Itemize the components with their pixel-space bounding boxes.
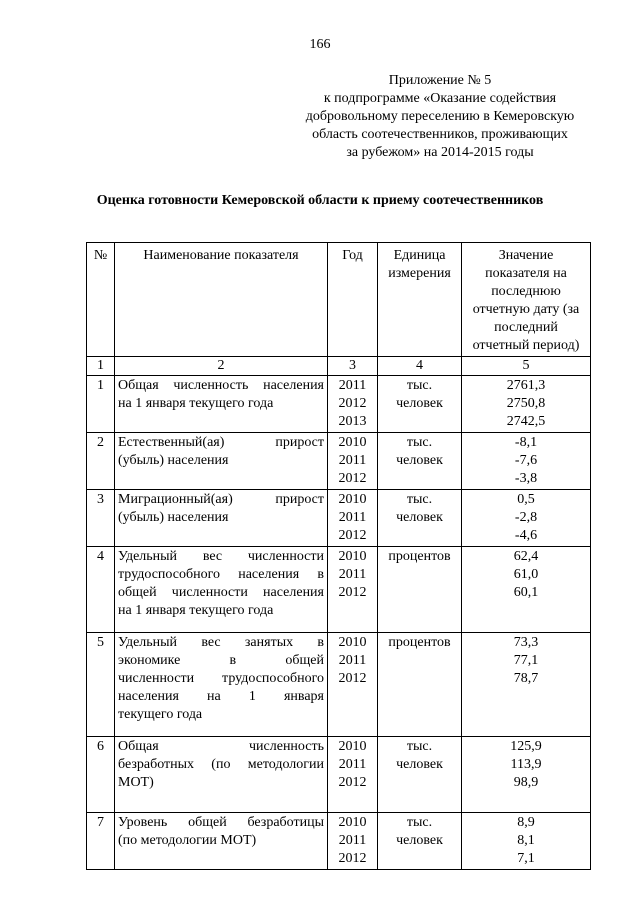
indicator-name	[115, 490, 328, 547]
year-value: 2012	[338, 775, 367, 790]
unit-line: человек	[396, 396, 443, 411]
table-header-row	[87, 243, 591, 357]
unit-line: тыс.	[406, 435, 433, 450]
row-number: 7	[87, 813, 115, 870]
indicator-value: 2761,3	[506, 378, 546, 393]
header-value-line: Значение	[498, 248, 554, 263]
indicator-value: 7,1	[517, 851, 535, 866]
year-value: 2012	[338, 585, 367, 600]
column-number: 1	[87, 357, 115, 376]
indicator-name-line: Миграционный(ая) прирост	[118, 492, 324, 507]
year-value: 2013	[338, 414, 367, 429]
header-name: Наименование показателя	[115, 243, 328, 357]
indicator-name	[115, 376, 328, 433]
year-value: 2012	[338, 528, 367, 543]
unit-cell	[378, 633, 462, 737]
indicator-name-line: на 1 января текущего года	[118, 603, 274, 618]
year-value: 2011	[338, 510, 367, 525]
indicator-name-line: (убыль) населения	[118, 510, 229, 525]
values-cell	[462, 813, 591, 870]
indicator-value: 62,4	[513, 549, 539, 564]
indicator-name	[115, 813, 328, 870]
unit-line: тыс.	[406, 739, 433, 754]
indicator-value: 60,1	[513, 585, 539, 600]
indicator-name	[115, 737, 328, 813]
column-number: 4	[378, 357, 462, 376]
indicator-value: 98,9	[513, 775, 539, 790]
unit-cell	[378, 813, 462, 870]
unit-line: процентов	[388, 549, 451, 564]
unit-line: тыс.	[406, 492, 433, 507]
values-cell	[462, 737, 591, 813]
table-row	[87, 737, 591, 813]
page-number: 166	[309, 37, 331, 52]
year-value: 2012	[338, 671, 367, 686]
appendix-line: к подпрограмме «Оказание содействия	[323, 91, 557, 106]
indicator-value: 2742,5	[506, 414, 546, 429]
indicator-value: -2,8	[514, 510, 538, 525]
unit-line: человек	[396, 833, 443, 848]
header-year: Год	[328, 243, 378, 357]
header-value-line: отчетную дату (за	[472, 302, 580, 317]
indicator-value: 8,1	[517, 833, 535, 848]
year-value: 2010	[338, 492, 367, 507]
year-value: 2011	[338, 453, 367, 468]
indicator-name	[115, 547, 328, 633]
header-value-line: последнюю	[491, 284, 561, 299]
table-row	[87, 376, 591, 433]
year-value: 2012	[338, 471, 367, 486]
column-number: 3	[328, 357, 378, 376]
year-value: 2011	[338, 757, 367, 772]
header-unit-line: измерения	[388, 266, 451, 281]
document-title: Оценка готовности Кемеровской области к приему соотечественников	[96, 193, 544, 208]
header-value	[462, 243, 591, 357]
indicator-name-line: безработных (по методологии	[118, 757, 324, 772]
table-row	[87, 490, 591, 547]
year-value: 2011	[338, 378, 367, 393]
years-cell	[328, 376, 378, 433]
indicator-value: 61,0	[513, 567, 539, 582]
year-value: 2012	[338, 396, 367, 411]
table-row	[87, 547, 591, 633]
year-value: 2010	[338, 435, 367, 450]
indicator-value: -7,6	[514, 453, 538, 468]
unit-cell	[378, 737, 462, 813]
year-value: 2011	[338, 567, 367, 582]
year-value: 2010	[338, 635, 367, 650]
indicator-name-line: на 1 января текущего года	[118, 396, 274, 411]
table-row	[87, 813, 591, 870]
indicator-name-line: Удельный вес занятых в	[118, 635, 324, 650]
indicator-value: -8,1	[514, 435, 538, 450]
unit-line: человек	[396, 453, 443, 468]
appendix-line: за рубежом» на 2014-2015 годы	[346, 145, 534, 160]
indicator-name-line: Общая численность населения	[118, 378, 324, 393]
unit-cell	[378, 490, 462, 547]
unit-line: человек	[396, 510, 443, 525]
table-row	[87, 433, 591, 490]
indicator-name-line: МОТ)	[118, 775, 154, 790]
unit-line: тыс.	[406, 378, 433, 393]
years-cell	[328, 490, 378, 547]
years-cell	[328, 633, 378, 737]
unit-line: процентов	[388, 635, 451, 650]
indicator-value: 78,7	[513, 671, 539, 686]
indicator-name-line: экономике в общей	[118, 653, 324, 668]
column-numbers-row	[87, 357, 591, 376]
unit-cell	[378, 433, 462, 490]
year-value: 2010	[338, 815, 367, 830]
indicator-name-line: (убыль) населения	[118, 453, 229, 468]
appendix-header	[270, 72, 610, 162]
row-number: 2	[87, 433, 115, 490]
year-value: 2011	[338, 653, 367, 668]
table-row	[87, 633, 591, 737]
indicator-name-line: трудоспособного населения в	[118, 567, 324, 582]
header-unit-line: Единица	[393, 248, 446, 263]
header-value-line: отчетный период)	[472, 338, 580, 353]
year-value: 2012	[338, 851, 367, 866]
indicator-name	[115, 633, 328, 737]
appendix-line: Приложение № 5	[388, 73, 492, 88]
year-value: 2010	[338, 549, 367, 564]
indicator-value: 2750,8	[506, 396, 546, 411]
row-number: 6	[87, 737, 115, 813]
years-cell	[328, 813, 378, 870]
indicator-name-line: Уровень общей безработицы	[118, 815, 324, 830]
indicator-name-line: Общая численность	[118, 739, 324, 754]
year-value: 2010	[338, 739, 367, 754]
indicators-table	[86, 242, 591, 870]
column-number: 5	[462, 357, 591, 376]
indicator-name	[115, 433, 328, 490]
values-cell	[462, 433, 591, 490]
unit-line: тыс.	[406, 815, 433, 830]
values-cell	[462, 547, 591, 633]
row-number: 5	[87, 633, 115, 737]
values-cell	[462, 376, 591, 433]
values-cell	[462, 490, 591, 547]
indicator-name-line: Удельный вес численности	[118, 549, 324, 564]
indicator-value: 0,5	[517, 492, 535, 507]
years-cell	[328, 433, 378, 490]
header-value-line: последний	[494, 320, 558, 335]
indicator-value: 113,9	[510, 757, 542, 772]
appendix-line: добровольному переселению в Кемеровскую	[305, 109, 575, 124]
unit-cell	[378, 547, 462, 633]
years-cell	[328, 547, 378, 633]
indicator-name-line: текущего года	[118, 707, 203, 722]
indicator-name-line: численности трудоспособного	[118, 671, 324, 686]
indicator-name-line: населения на 1 января	[118, 689, 324, 704]
values-cell	[462, 633, 591, 737]
indicator-name-line: (по методологии МОТ)	[118, 833, 257, 848]
indicator-name-line: общей численности населения	[118, 585, 324, 600]
indicator-value: -3,8	[514, 471, 538, 486]
row-number: 1	[87, 376, 115, 433]
years-cell	[328, 737, 378, 813]
header-num: №	[87, 243, 115, 357]
year-value: 2011	[338, 833, 367, 848]
row-number: 4	[87, 547, 115, 633]
unit-cell	[378, 376, 462, 433]
header-unit	[378, 243, 462, 357]
column-number: 2	[115, 357, 328, 376]
indicator-value: 77,1	[513, 653, 539, 668]
indicator-value: 73,3	[513, 635, 539, 650]
row-number: 3	[87, 490, 115, 547]
indicator-value: 8,9	[517, 815, 535, 830]
appendix-line: область соотечественников, проживающих	[312, 127, 568, 142]
header-value-line: показателя на	[485, 266, 567, 281]
indicator-name-line: Естественный(ая) прирост	[118, 435, 324, 450]
unit-line: человек	[396, 757, 443, 772]
indicator-value: 125,9	[510, 739, 542, 754]
indicator-value: -4,6	[514, 528, 538, 543]
